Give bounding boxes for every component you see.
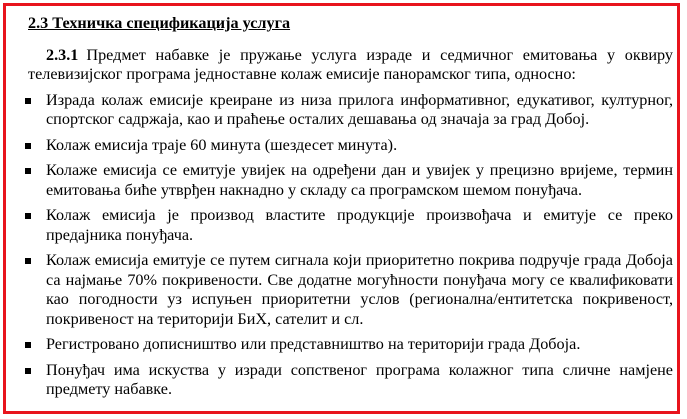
- list-item: [28, 91, 673, 130]
- list-item: [28, 361, 673, 400]
- list-item: [28, 161, 673, 200]
- list-item-text: Регистровано дописништво или представништво на територији града Добоја.: [46, 335, 581, 353]
- section-heading: 2.3 Техничка спецификација услуга: [28, 14, 291, 32]
- list-item: [28, 136, 673, 156]
- clause-number: 2.3.1: [46, 45, 79, 64]
- bullet-square-icon: [25, 168, 31, 174]
- list-item-text: Понуђач има искуства у изради сопственог програма колажног типа сличне намјене предмету набавке.: [46, 360, 673, 398]
- list-item: [28, 206, 673, 245]
- list-item-text: Колаж емисија траје 60 минута (шездесет минута).: [46, 135, 398, 154]
- list-item-text: Колаже емисија се емитује увијек на одређени дан и увијек у прецизно вријеме, термин емитовања биће утврђен накнадно у складу са програмском шемом понуђача.: [46, 161, 673, 199]
- list-item: [28, 251, 673, 329]
- list-item-text: Израда колаж емисије креиране из низа прилога информативног, едукативог, културног, спортског садржаја, као и праћење осталих дешавања од значаја за град Добој.: [46, 90, 673, 128]
- requirements-list: [28, 91, 673, 400]
- bullet-square-icon: [25, 143, 31, 149]
- bullet-square-icon: [25, 98, 31, 104]
- bullet-square-icon: [25, 258, 31, 264]
- bullet-square-icon: [25, 342, 31, 348]
- document-frame: [3, 3, 680, 414]
- spec-section: [28, 14, 673, 406]
- list-item-text: Колаж емисија је производ властите продукције произвођача и емитује се преко предајника понуђача.: [46, 206, 673, 244]
- intro-text: Предмет набавке је пружање услуга израде и седмичног емитовања у оквиру телевизијског програма једноставне колаж емисије панорамског типа, односно:: [28, 45, 673, 83]
- list-item: [28, 335, 673, 355]
- list-item-text: Колаж емисија емитује се путем сигнала који приоритетно покрива подручје града Добоја са најмање 70% покривености. Све додатне могућности понуђача могу се квалификовати као погодности уз испуњен приоритетни услов (регионална/ентитетска покривеност, покривеност на територији БиХ, сателит и сл.: [46, 251, 673, 328]
- intro-paragraph: [28, 46, 673, 85]
- bullet-square-icon: [25, 213, 31, 219]
- bullet-square-icon: [25, 368, 31, 374]
